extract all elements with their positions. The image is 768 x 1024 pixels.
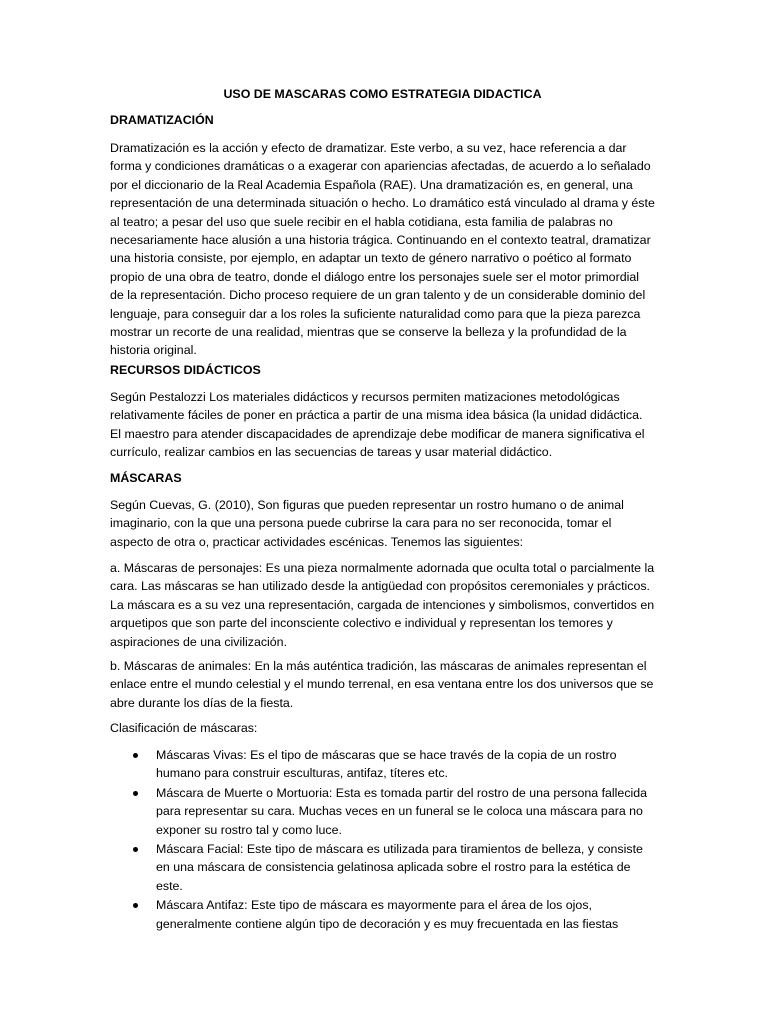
clasificacion-list: [110, 746, 655, 934]
list-item-text: Máscara Facial: Este tipo de máscara es utilizada para tiramientos de belleza, y consiste en una máscara de consistencia gelatinosa aplicada sobre el rostro para la estética de este.: [156, 842, 643, 893]
list-item: [110, 896, 655, 933]
paragraph-mascaras-personajes: a. Máscaras de personajes: Es una pieza normalmente adornada que oculta total o parcialmente la cara. Las máscaras se han utilizado desde la antigüedad con propósitos ceremoniales y prácticos. La máscara es a su vez una representación, cargada de intenciones y simbolismos, convertidos en arquetipos que son parte del inconsciente colectivo e individual y representan los temores y aspiraciones de una civilización.: [110, 561, 655, 649]
clasificacion-label: Clasificación de máscaras:: [110, 721, 258, 735]
list-item: [110, 746, 655, 783]
list-item: [110, 840, 655, 895]
list-item-text: Máscara Antifaz: Este tipo de máscara es mayormente para el área de los ojos, generalmente contiene algún tipo de decoración y es muy frecuentada en las fiestas: [156, 898, 619, 931]
list-item-text: Máscara de Muerte o Mortuoria: Esta es tomada partir del rostro de una persona fallecida para representar su cara. Muchas veces en un funeral se le coloca una máscara para no exponer su rostro tal y como luce.: [156, 785, 648, 837]
bullet-icon: [133, 903, 138, 908]
paragraph-recursos: Según Pestalozzi Los materiales didácticos y recursos permiten matizaciones metodológicas relativamente fáciles de poner en práctica a partir de una misma idea básica (la unidad didáctica. El maestro para atender discapacidades de aprendizaje debe modificar de manera significativa el currículo, realizar cambios en las secuencias de tareas y usar material didáctico.: [110, 390, 645, 460]
paragraph-mascaras-animales: b. Máscaras de animales: En la más auténtica tradición, las máscaras de animales representan el enlace entre el mundo celestial y el mundo terrenal, en esa ventana entre los dos universos que se abre durante los días de la fiesta.: [110, 659, 654, 710]
paragraph-dramatizacion: Dramatización es la acción y efecto de dramatizar. Este verbo, a su vez, hace referencia a dar forma y condiciones dramáticas o a exagerar con apariencias afectadas, de acuerdo a lo señalado por el diccionario de la Real Academia Española (RAE). Una dramatización es, en general, una representación de una determinada situación o hecho. Lo dramático está vinculado al drama y éste al teatro; a pesar del uso que suele recibir en el habla cotidiana, esta familia de palabras no necesariamente hace alusión a una historia trágica. Continuando en el contexto teatral, dramatizar una historia consiste, por ejemplo, en adaptar un texto de género narrativo o poético al formato propio de una obra de teatro, donde el diálogo entre los personajes suele ser el motor primordial de la representación. Dicho proceso requiere de un gran talento y de un considerable dominio del lenguaje, para conseguir dar a los roles la suficiente naturalidad como para que la pieza parezca mostrar un recorte de una realidad, mientras que se conserve la belleza y la profundidad de la historia original.: [110, 141, 655, 358]
bullet-icon: [133, 847, 138, 852]
section-heading-mascaras: MÁSCARAS: [110, 471, 182, 485]
bullet-icon: [133, 753, 138, 758]
document-title: USO DE MASCARAS COMO ESTRATEGIA DIDACTICA: [223, 87, 542, 101]
section-heading-dramatizacion: DRAMATIZACIÓN: [110, 113, 214, 127]
section-heading-recursos: RECURSOS DIDÁCTICOS: [110, 363, 261, 377]
paragraph-mascaras-intro: Según Cuevas, G. (2010), Son figuras que pueden representar un rostro humano o de animal imaginario, con la que una persona puede cubrirse la cara para no ser reconocida, tomar el aspecto de otra o, practicar actividades escénicas. Tenemos las siguientes:: [110, 498, 624, 549]
list-item-text: Máscaras Vivas: Es el tipo de máscaras que se hace través de la copia de un rostro humano para construir esculturas, antifaz, títeres etc.: [156, 748, 617, 781]
list-item: [110, 784, 655, 839]
bullet-icon: [133, 791, 138, 796]
